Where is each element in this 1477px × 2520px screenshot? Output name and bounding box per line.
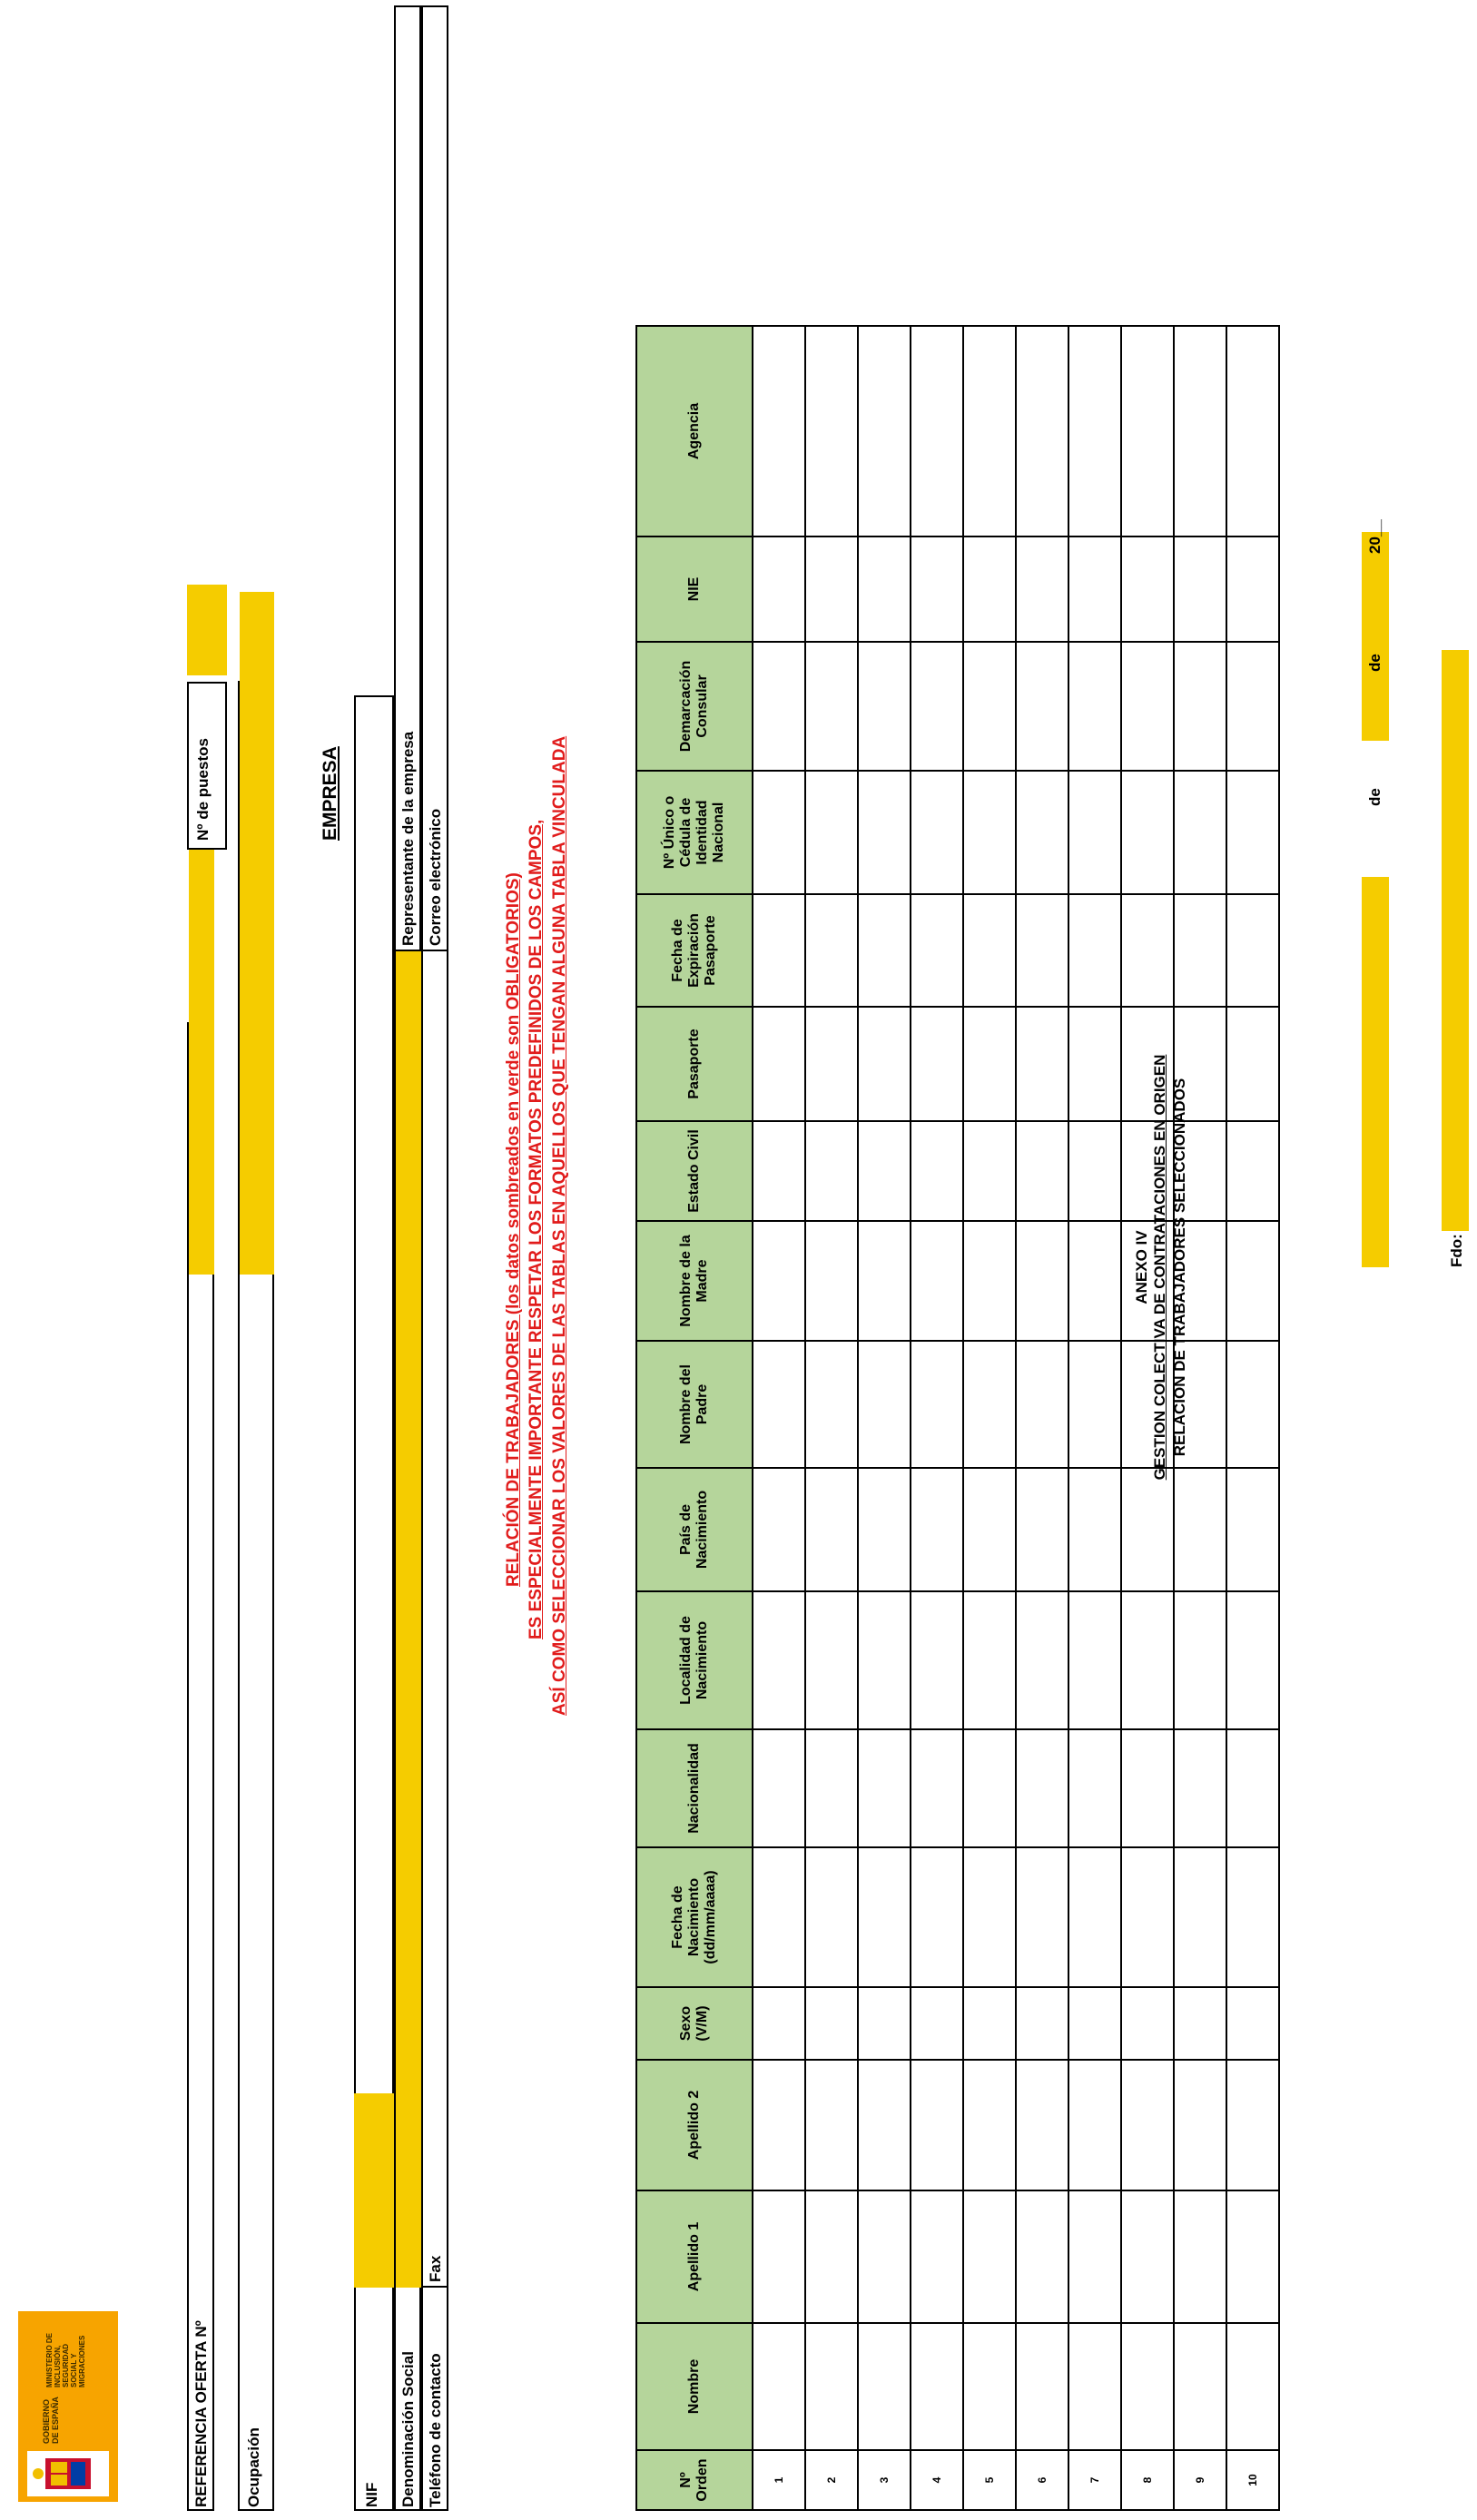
table-cell[interactable] bbox=[1121, 2060, 1174, 2190]
table-cell[interactable] bbox=[1121, 642, 1174, 771]
table-cell[interactable] bbox=[1174, 1007, 1226, 1121]
table-cell[interactable] bbox=[753, 1729, 805, 1847]
table-cell[interactable] bbox=[753, 2060, 805, 2190]
table-cell[interactable] bbox=[1226, 1987, 1279, 2060]
table-row bbox=[911, 326, 963, 2510]
col-pasaporte: Pasaporte bbox=[636, 1007, 753, 1121]
table-cell[interactable] bbox=[963, 642, 1016, 771]
table-cell[interactable] bbox=[911, 642, 963, 771]
nif-input[interactable] bbox=[354, 2093, 394, 2288]
table-cell[interactable] bbox=[1174, 1121, 1226, 1221]
table-cell[interactable] bbox=[1121, 1221, 1174, 1341]
table-cell[interactable] bbox=[1121, 1591, 1174, 1729]
table-row bbox=[1016, 326, 1068, 2510]
table-cell[interactable] bbox=[1016, 2323, 1068, 2450]
table-cell[interactable] bbox=[963, 1221, 1016, 1341]
table-cell[interactable] bbox=[753, 1007, 805, 1121]
table-cell[interactable] bbox=[1016, 2060, 1068, 2190]
table-cell[interactable] bbox=[963, 1341, 1016, 1468]
company-name-input[interactable] bbox=[396, 951, 421, 2288]
table-row bbox=[753, 326, 805, 2510]
table-cell[interactable] bbox=[753, 1121, 805, 1221]
table-cell[interactable] bbox=[963, 1121, 1016, 1221]
government-logo bbox=[18, 2311, 118, 2502]
table-cell[interactable] bbox=[1121, 1007, 1174, 1121]
notice-line-2: ES ESPECIALMENTE IMPORTANTE RESPETAR LOS FORMATOS PREDEFINIDOS DE LOS CAMPOS, bbox=[527, 819, 546, 1639]
table-cell[interactable] bbox=[858, 2190, 911, 2323]
table-cell[interactable] bbox=[911, 1007, 963, 1121]
table-cell[interactable] bbox=[1016, 1007, 1068, 1121]
table-cell[interactable] bbox=[858, 2060, 911, 2190]
table-cell[interactable] bbox=[911, 2323, 963, 2450]
table-cell[interactable] bbox=[1068, 326, 1121, 536]
table-cell[interactable] bbox=[1121, 2323, 1174, 2450]
table-cell[interactable] bbox=[1226, 1007, 1279, 1121]
table-row bbox=[963, 326, 1016, 2510]
table-cell[interactable] bbox=[858, 536, 911, 642]
signature-input[interactable] bbox=[1442, 650, 1469, 1231]
coat-of-arms-icon bbox=[27, 2451, 109, 2496]
table-cell[interactable] bbox=[1068, 1987, 1121, 2060]
reference-input[interactable] bbox=[189, 850, 214, 1275]
footer-de-1: de bbox=[1366, 788, 1383, 806]
table-cell[interactable] bbox=[1121, 1468, 1174, 1591]
table-cell[interactable] bbox=[1226, 2323, 1279, 2450]
table-cell[interactable] bbox=[753, 642, 805, 771]
table-cell[interactable] bbox=[911, 1121, 963, 1221]
table-cell[interactable] bbox=[1068, 1468, 1121, 1591]
table-cell[interactable] bbox=[858, 894, 911, 1007]
table-row bbox=[1068, 326, 1121, 2510]
row-number: 6 bbox=[1016, 2450, 1068, 2510]
table-cell[interactable] bbox=[753, 536, 805, 642]
logo-government-text: GOBIERNO DE ESPAÑA bbox=[42, 2397, 60, 2444]
table-cell[interactable] bbox=[1174, 2060, 1226, 2190]
table-cell[interactable] bbox=[858, 1468, 911, 1591]
table-cell[interactable] bbox=[1174, 1468, 1226, 1591]
table-cell[interactable] bbox=[805, 2323, 858, 2450]
table-cell[interactable] bbox=[1226, 1121, 1279, 1221]
table-cell[interactable] bbox=[1068, 2060, 1121, 2190]
notice-line-3: ASÍ COMO SELECCIONAR LOS VALORES DE LAS TABLAS EN AQUELLOS QUE TENGAN ALGUNA TABLA VINCULADA bbox=[550, 735, 569, 1716]
company-name-label: Denominación Social bbox=[399, 2351, 417, 2507]
row-number: 9 bbox=[1174, 2450, 1226, 2510]
signature-label: Fdo: bbox=[1448, 1234, 1465, 1267]
table-cell[interactable] bbox=[1068, 894, 1121, 1007]
form-title: GESTION COLECTIVA DE CONTRATACIONES EN ORIGEN bbox=[1151, 1054, 1168, 1481]
table-cell[interactable] bbox=[963, 2323, 1016, 2450]
table-cell[interactable] bbox=[1121, 894, 1174, 1007]
table-cell[interactable] bbox=[805, 1007, 858, 1121]
table-cell[interactable] bbox=[963, 1591, 1016, 1729]
table-cell[interactable] bbox=[805, 1591, 858, 1729]
table-cell[interactable] bbox=[858, 1007, 911, 1121]
col-estado-civil: Estado Civil bbox=[636, 1121, 753, 1221]
table-cell[interactable] bbox=[858, 1121, 911, 1221]
month-input[interactable] bbox=[1362, 532, 1389, 741]
table-row bbox=[1174, 326, 1226, 2510]
contact-row bbox=[421, 5, 448, 2511]
table-cell[interactable] bbox=[753, 1341, 805, 1468]
table-cell[interactable] bbox=[1121, 1729, 1174, 1847]
table-cell[interactable] bbox=[1226, 536, 1279, 642]
table-cell[interactable] bbox=[753, 2323, 805, 2450]
annex-title: ANEXO IV bbox=[1133, 1230, 1150, 1304]
table-cell[interactable] bbox=[963, 2060, 1016, 2190]
table-cell[interactable] bbox=[805, 1729, 858, 1847]
col-pais: País de Nacimiento bbox=[636, 1468, 753, 1591]
table-cell[interactable] bbox=[1121, 1121, 1174, 1221]
table-cell[interactable] bbox=[805, 894, 858, 1007]
row-number: 4 bbox=[911, 2450, 963, 2510]
table-cell[interactable] bbox=[753, 326, 805, 536]
table-cell[interactable] bbox=[963, 894, 1016, 1007]
table-cell[interactable] bbox=[911, 2060, 963, 2190]
table-cell[interactable] bbox=[911, 2190, 963, 2323]
fax-label: Fax bbox=[427, 2255, 444, 2282]
table-cell[interactable] bbox=[1016, 642, 1068, 771]
table-cell[interactable] bbox=[1068, 1007, 1121, 1121]
table-row bbox=[1121, 326, 1174, 2510]
table-cell[interactable] bbox=[1174, 2190, 1226, 2323]
workers-table bbox=[635, 325, 1280, 2511]
table-cell[interactable] bbox=[1226, 1591, 1279, 1729]
table-cell[interactable] bbox=[1068, 771, 1121, 894]
table-cell[interactable] bbox=[911, 1729, 963, 1847]
table-cell[interactable] bbox=[1226, 1847, 1279, 1987]
table-cell[interactable] bbox=[805, 2060, 858, 2190]
table-cell[interactable] bbox=[1174, 326, 1226, 536]
table-cell[interactable] bbox=[1016, 894, 1068, 1007]
row-number: 7 bbox=[1068, 2450, 1121, 2510]
table-cell[interactable] bbox=[963, 1987, 1016, 2060]
col-apellido2: Apellido 2 bbox=[636, 2060, 753, 2190]
reference-label: REFERENCIA OFERTA Nº bbox=[192, 2320, 210, 2507]
table-row bbox=[1226, 326, 1279, 2510]
occupation-input[interactable] bbox=[240, 592, 274, 1275]
table-cell[interactable] bbox=[1121, 326, 1174, 536]
table-cell[interactable] bbox=[1016, 1121, 1068, 1221]
col-localidad: Localidad de Nacimiento bbox=[636, 1591, 753, 1729]
table-cell[interactable] bbox=[753, 771, 805, 894]
table-cell[interactable] bbox=[1121, 2190, 1174, 2323]
table-cell[interactable] bbox=[1016, 1591, 1068, 1729]
table-cell[interactable] bbox=[911, 771, 963, 894]
col-apellido1: Apellido 1 bbox=[636, 2190, 753, 2323]
table-cell[interactable] bbox=[1068, 2323, 1121, 2450]
table-cell[interactable] bbox=[1016, 536, 1068, 642]
table-cell[interactable] bbox=[963, 1007, 1016, 1121]
table-cell[interactable] bbox=[1174, 642, 1226, 771]
table-cell[interactable] bbox=[1174, 1987, 1226, 2060]
row-number: 10 bbox=[1226, 2450, 1279, 2510]
table-cell[interactable] bbox=[963, 2190, 1016, 2323]
representative-label: Representante de la empresa bbox=[399, 731, 417, 946]
table-cell[interactable] bbox=[1121, 771, 1174, 894]
col-nombre: Nombre bbox=[636, 2323, 753, 2450]
table-cell[interactable] bbox=[1016, 1468, 1068, 1591]
table-cell[interactable] bbox=[858, 326, 911, 536]
nif-label: NIF bbox=[363, 2482, 380, 2507]
table-cell[interactable] bbox=[1226, 894, 1279, 1007]
table-cell[interactable] bbox=[1121, 1341, 1174, 1468]
table-cell[interactable] bbox=[911, 1987, 963, 2060]
col-orden: Nº Orden bbox=[636, 2450, 753, 2510]
table-cell[interactable] bbox=[753, 1468, 805, 1591]
posts-input[interactable] bbox=[187, 585, 227, 675]
table-cell[interactable] bbox=[1121, 1847, 1174, 1987]
footer-de-2: de bbox=[1366, 654, 1383, 672]
col-nacionalidad: Nacionalidad bbox=[636, 1729, 753, 1847]
company-section-title: EMPRESA bbox=[320, 746, 340, 841]
table-cell[interactable] bbox=[1016, 771, 1068, 894]
table-cell[interactable] bbox=[1174, 1847, 1226, 1987]
place-input[interactable] bbox=[1362, 877, 1389, 1267]
table-cell[interactable] bbox=[805, 1468, 858, 1591]
row-number: 1 bbox=[753, 2450, 805, 2510]
table-cell[interactable] bbox=[1068, 1847, 1121, 1987]
row-number: 5 bbox=[963, 2450, 1016, 2510]
table-cell[interactable] bbox=[1226, 1341, 1279, 1468]
table-cell[interactable] bbox=[963, 1729, 1016, 1847]
table-cell[interactable] bbox=[911, 1847, 963, 1987]
table-cell[interactable] bbox=[805, 1121, 858, 1221]
table-cell[interactable] bbox=[1174, 1729, 1226, 1847]
table-cell[interactable] bbox=[911, 1221, 963, 1341]
table-cell[interactable] bbox=[911, 1468, 963, 1591]
table-cell[interactable] bbox=[1068, 1729, 1121, 1847]
table-cell[interactable] bbox=[1226, 1221, 1279, 1341]
table-cell[interactable] bbox=[858, 1341, 911, 1468]
table-cell[interactable] bbox=[1226, 2190, 1279, 2323]
col-padre: Nombre del Padre bbox=[636, 1341, 753, 1468]
table-cell[interactable] bbox=[1174, 1591, 1226, 1729]
table-cell[interactable] bbox=[963, 771, 1016, 894]
table-cell[interactable] bbox=[1174, 771, 1226, 894]
table-cell[interactable] bbox=[858, 642, 911, 771]
table-cell[interactable] bbox=[858, 1987, 911, 2060]
table-cell[interactable] bbox=[911, 894, 963, 1007]
table-cell[interactable] bbox=[753, 1847, 805, 1987]
table-cell[interactable] bbox=[1121, 536, 1174, 642]
col-nie: NIE bbox=[636, 536, 753, 642]
row-number: 8 bbox=[1121, 2450, 1174, 2510]
table-cell[interactable] bbox=[858, 1591, 911, 1729]
table-cell[interactable] bbox=[1068, 536, 1121, 642]
table-cell[interactable] bbox=[1016, 2190, 1068, 2323]
notice-line-1: RELACIÓN DE TRABAJADORES (los datos sombreados en verde son OBLIGATORIOS) bbox=[504, 872, 523, 1587]
posts-label: Nº de puestos bbox=[194, 738, 212, 841]
table-cell[interactable] bbox=[858, 2323, 911, 2450]
table-cell[interactable] bbox=[805, 771, 858, 894]
table-cell[interactable] bbox=[1226, 1729, 1279, 1847]
table-cell[interactable] bbox=[1226, 326, 1279, 536]
table-cell[interactable] bbox=[911, 326, 963, 536]
table-cell[interactable] bbox=[1068, 1341, 1121, 1468]
col-sexo: Sexo (V/M) bbox=[636, 1987, 753, 2060]
email-label: Correo electrónico bbox=[427, 808, 444, 946]
table-cell[interactable] bbox=[753, 1987, 805, 2060]
footer-year: 20__ bbox=[1366, 519, 1383, 554]
table-cell[interactable] bbox=[911, 536, 963, 642]
table-cell[interactable] bbox=[963, 536, 1016, 642]
row-number: 2 bbox=[805, 2450, 858, 2510]
table-cell[interactable] bbox=[858, 771, 911, 894]
table-cell[interactable] bbox=[1226, 2060, 1279, 2190]
table-header-row bbox=[636, 326, 753, 2510]
table-cell[interactable] bbox=[753, 2190, 805, 2323]
col-cedula: Nº Único o Cédula de Identidad Nacional bbox=[636, 771, 753, 894]
table-cell[interactable] bbox=[753, 1221, 805, 1341]
col-agencia: Agencia bbox=[636, 326, 753, 536]
table-cell[interactable] bbox=[1174, 1221, 1226, 1341]
table-cell[interactable] bbox=[1226, 642, 1279, 771]
table-cell[interactable] bbox=[1068, 1121, 1121, 1221]
table-cell[interactable] bbox=[1226, 1468, 1279, 1591]
table-cell[interactable] bbox=[805, 1987, 858, 2060]
phone-label: Teléfono de contacto bbox=[427, 2353, 444, 2507]
table-cell[interactable] bbox=[1016, 1729, 1068, 1847]
col-madre: Nombre de la Madre bbox=[636, 1221, 753, 1341]
table-cell[interactable] bbox=[1121, 1987, 1174, 2060]
row-number: 3 bbox=[858, 2450, 911, 2510]
table-cell[interactable] bbox=[1174, 894, 1226, 1007]
table-cell[interactable] bbox=[1174, 1341, 1226, 1468]
table-cell[interactable] bbox=[805, 536, 858, 642]
table-cell[interactable] bbox=[805, 642, 858, 771]
table-cell[interactable] bbox=[1016, 1341, 1068, 1468]
table-cell[interactable] bbox=[805, 2190, 858, 2323]
table-cell[interactable] bbox=[753, 894, 805, 1007]
col-fecha-nacimiento: Fecha de Nacimiento (dd/mm/aaaa) bbox=[636, 1847, 753, 1987]
table-cell[interactable] bbox=[1174, 2323, 1226, 2450]
table-cell[interactable] bbox=[805, 1341, 858, 1468]
col-expiracion: Fecha de Expiración Pasaporte bbox=[636, 894, 753, 1007]
table-cell[interactable] bbox=[1226, 771, 1279, 894]
table-cell[interactable] bbox=[805, 326, 858, 536]
table-cell[interactable] bbox=[1016, 1221, 1068, 1341]
table-cell[interactable] bbox=[753, 1591, 805, 1729]
table-row bbox=[858, 326, 911, 2510]
table-cell[interactable] bbox=[1068, 642, 1121, 771]
table-cell[interactable] bbox=[963, 1468, 1016, 1591]
occupation-label: Ocupación bbox=[245, 2427, 262, 2507]
table-cell[interactable] bbox=[911, 1591, 963, 1729]
table-cell[interactable] bbox=[858, 1221, 911, 1341]
table-cell[interactable] bbox=[858, 1729, 911, 1847]
table-cell[interactable] bbox=[1068, 1221, 1121, 1341]
table-cell[interactable] bbox=[963, 326, 1016, 536]
table-row bbox=[805, 326, 858, 2510]
table-cell[interactable] bbox=[1016, 1847, 1068, 1987]
table-cell[interactable] bbox=[1068, 1591, 1121, 1729]
form-subtitle: RELACION DE TRABAJADORES SELECCIONADOS bbox=[1171, 1078, 1188, 1457]
table-cell[interactable] bbox=[858, 1847, 911, 1987]
table-cell[interactable] bbox=[805, 1847, 858, 1987]
table-cell[interactable] bbox=[805, 1221, 858, 1341]
table-cell[interactable] bbox=[1068, 2190, 1121, 2323]
logo-ministry-text: MINISTERIO DE INCLUSIÓN, SEGURIDAD SOCIAL Y MIGRACIONES bbox=[45, 2332, 86, 2387]
table-cell[interactable] bbox=[1174, 536, 1226, 642]
table-cell[interactable] bbox=[1016, 1987, 1068, 2060]
table-cell[interactable] bbox=[911, 1341, 963, 1468]
table-cell[interactable] bbox=[963, 1847, 1016, 1987]
col-demarcacion: Demarcación Consular bbox=[636, 642, 753, 771]
table-cell[interactable] bbox=[1016, 326, 1068, 536]
